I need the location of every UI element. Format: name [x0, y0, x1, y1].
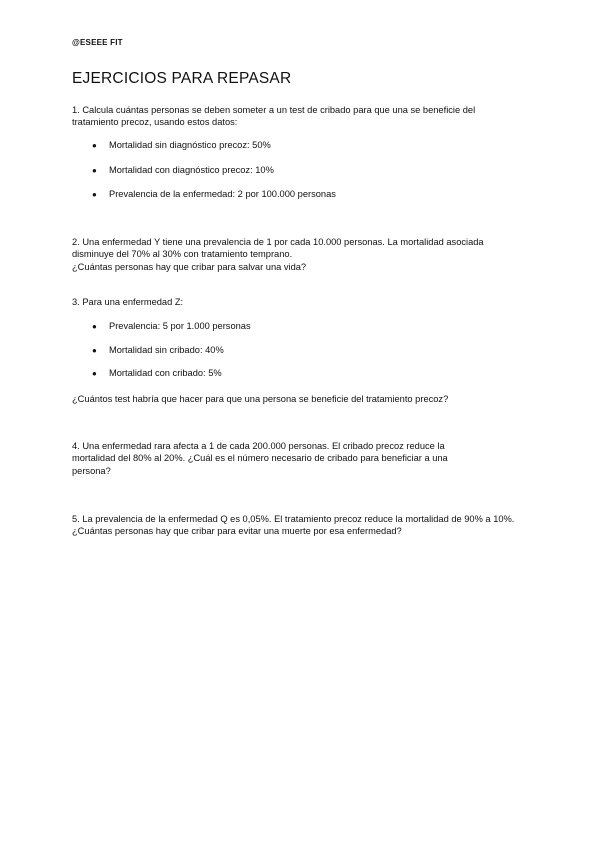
exercise-3-question-block [72, 393, 542, 405]
bullet-icon: ● [92, 141, 97, 150]
list-item [92, 321, 251, 331]
list-item [92, 368, 222, 378]
list-item [92, 189, 336, 199]
list-item-text: Mortalidad sin diagnóstico precoz: 50% [109, 140, 271, 150]
list-item-text: Prevalencia de la enfermedad: 2 por 100.000 personas [109, 189, 336, 199]
list-item-text: Mortalidad sin cribado: 40% [109, 345, 224, 355]
list-item-text: Mortalidad con diagnóstico precoz: 10% [109, 165, 274, 175]
header-logo-text: @ESEEE FIT [72, 38, 123, 47]
exercise-5-line-2: ¿Cuántas personas hay que cribar para evitar una muerte por esa enfermedad? [72, 526, 402, 537]
exercise-3-line-1: 3. Para una enfermedad Z: [72, 297, 184, 307]
exercise-2-line-3: ¿Cuántas personas hay que cribar para salvar una vida? [72, 261, 307, 272]
exercise-5 [72, 513, 552, 538]
bullet-icon: ● [92, 190, 97, 199]
exercise-4-line-1: 4. Una enfermedad rara afecta a 1 de cada 200.000 personas. El cribado precoz reduce la [72, 441, 445, 451]
bullet-icon: ● [92, 346, 97, 355]
exercise-1-line-1: 1. Calcula cuántas personas se deben someter a un test de cribado para que una se beneficie del [72, 105, 476, 115]
exercise-4-line-3: persona? [72, 465, 111, 476]
exercise-4 [72, 440, 542, 477]
page-title: EJERCICIOS PARA REPASAR [72, 70, 292, 87]
exercise-3 [72, 296, 542, 308]
exercise-2 [72, 236, 542, 273]
list-item [92, 345, 224, 355]
list-item-text: Mortalidad con cribado: 5% [109, 368, 222, 378]
list-item [92, 140, 271, 150]
exercise-4-line-2: mortalidad del 80% al 20%. ¿Cuál es el número necesario de cribado para beneficiar a una [72, 453, 448, 464]
bullet-icon: ● [92, 166, 97, 175]
exercise-2-line-2: disminuye del 70% al 30% con tratamiento temprano. [72, 249, 293, 260]
bullet-icon: ● [92, 369, 97, 378]
exercise-1 [72, 104, 542, 129]
list-item [92, 165, 274, 175]
bullet-icon: ● [92, 322, 97, 331]
exercise-2-line-1: 2. Una enfermedad Y tiene una prevalencia de 1 por cada 10.000 personas. La mortalidad asociada [72, 237, 484, 247]
exercise-1-line-2: tratamiento precoz, usando estos datos: [72, 117, 238, 128]
exercise-3-question: ¿Cuántos test habría que hacer para que una persona se beneficie del tratamiento precoz? [72, 394, 449, 404]
exercise-5-line-1: 5. La prevalencia de la enfermedad Q es 0,05%. El tratamiento precoz reduce la mortalidad de 90% a 10%. [72, 514, 515, 524]
list-item-text: Prevalencia: 5 por 1.000 personas [109, 321, 251, 331]
